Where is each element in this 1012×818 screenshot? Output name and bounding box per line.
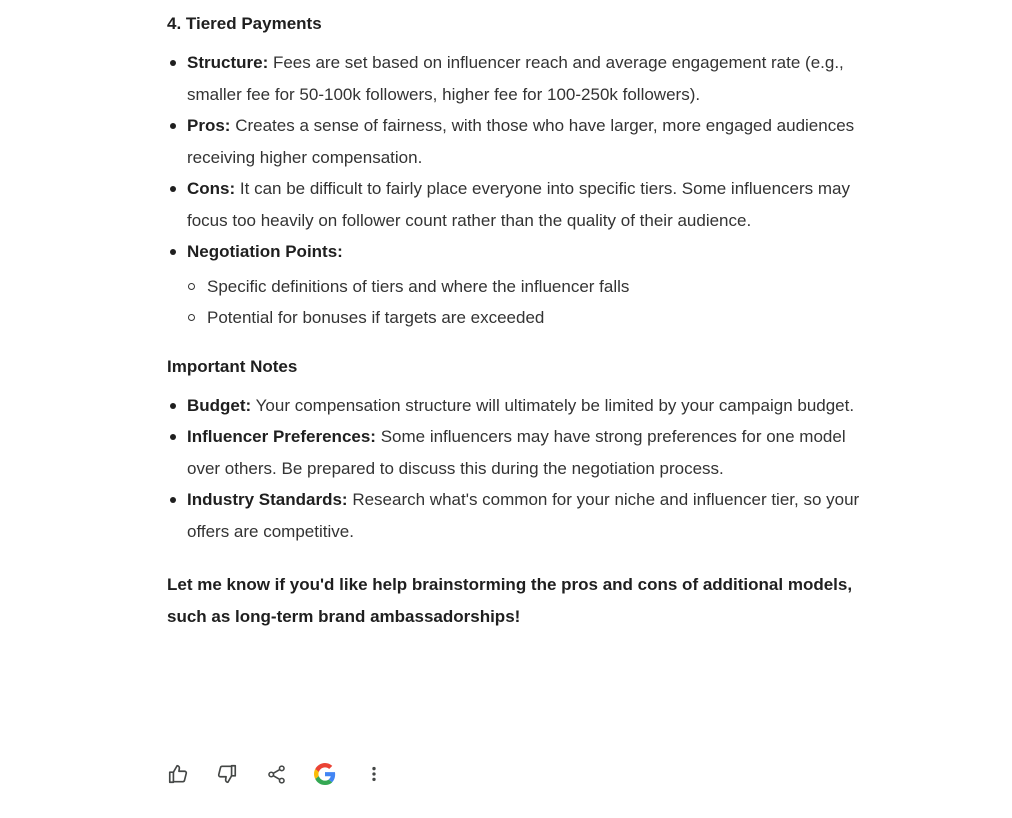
important-notes-list [167,390,867,548]
closing-message: Let me know if you'd like help brainstorming the pros and cons of additional models, such as long-term brand ambassadorships! [167,575,853,626]
list-item-influencer-preferences [167,421,867,484]
tiered-payments-list [167,47,867,334]
item-text: It can be difficult to fairly place everyone into specific tiers. Some influencers may focus too heavily on follower count rather than the quality of their audience. [187,179,850,230]
item-text: Research what's common for your niche and influencer tier, so your offers are competitive. [187,490,860,541]
google-icon [314,763,336,785]
more-vert-icon [364,764,384,784]
share-button[interactable] [263,761,289,787]
negotiation-points-sublist [187,271,867,334]
item-label: Industry Standards: [187,490,348,509]
response-content [167,11,867,633]
item-label: Structure: [187,53,269,72]
google-search-button[interactable] [312,761,338,787]
list-item-industry-standards [167,484,867,547]
more-options-button[interactable] [361,761,387,787]
item-label: Influencer Preferences: [187,427,376,446]
sub-list-item: Specific definitions of tiers and where the influencer falls [187,271,867,303]
list-item-negotiation-points [167,236,867,334]
list-item-pros [167,110,867,173]
list-item-budget [167,390,867,422]
section-heading-important-notes: Important Notes [167,356,298,376]
list-item-structure [167,47,867,110]
response-action-bar [165,761,410,787]
item-label: Negotiation Points: [187,242,343,261]
item-label: Cons: [187,179,236,198]
thumbs-down-icon [216,763,238,785]
sub-list-item: Potential for bonuses if targets are exceeded [187,302,867,334]
item-text: Fees are set based on influencer reach and average engagement rate (e.g., smaller fee for 50-100k followers, higher fee for 100-250k followers). [187,53,844,104]
item-label: Pros: [187,116,231,135]
item-text: Creates a sense of fairness, with those who have larger, more engaged audiences receiving higher compensation. [187,116,855,167]
thumbs-up-button[interactable] [165,761,191,787]
list-item-cons [167,173,867,236]
item-text: Some influencers may have strong preferences for one model over others. Be prepared to discuss this during the negotiation process. [187,427,846,478]
thumbs-down-button[interactable] [214,761,240,787]
share-icon [266,764,287,785]
item-text: Your compensation structure will ultimately be limited by your campaign budget. [251,395,855,415]
thumbs-up-icon [167,763,189,785]
section-heading-tiered-payments: 4. Tiered Payments [167,14,322,33]
item-label: Budget: [187,395,252,415]
